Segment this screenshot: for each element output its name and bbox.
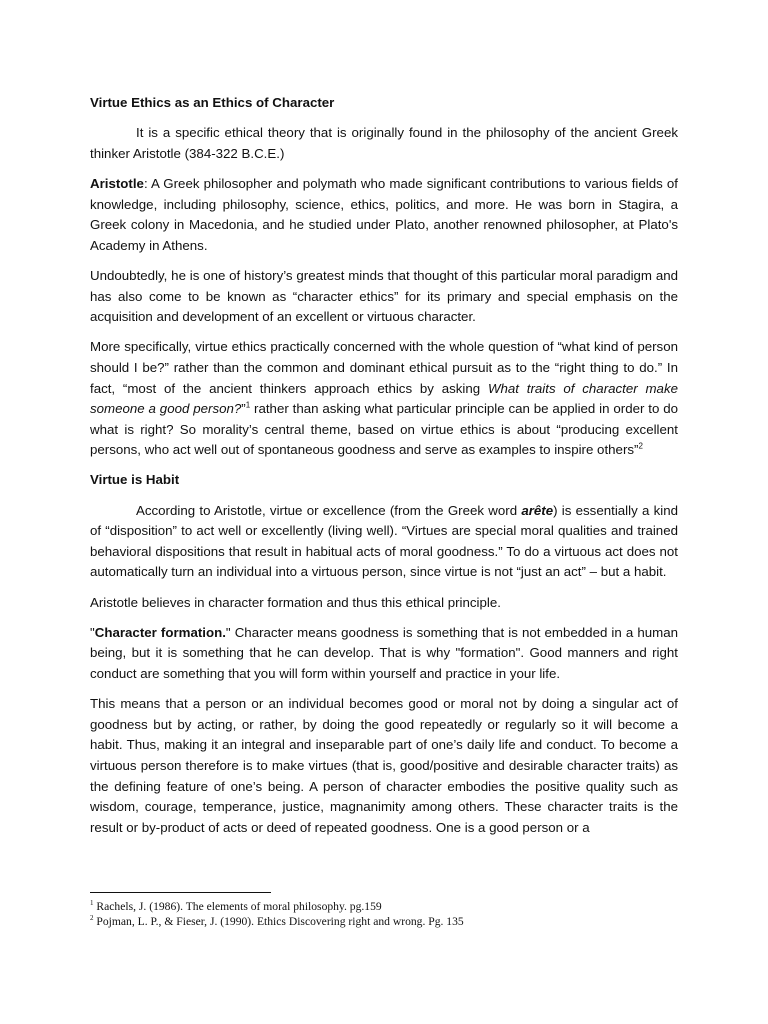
habit-text-2: ) is essentially a kind of “disposition” to act well or excellently (living well). “Virtues are special moral qualities and trained behavioral dispositions that result in habitual acts of moral goodness.” To do a virtuous act does not automatically turn an individual into a virtuous person, since virtue is not “just an act” – but a habit. — [90, 502, 678, 580]
means-paragraph: This means that a person or an individual becomes good or moral not by doing a singular act of goodness but by acting, or rather, by doing the good repeatedly or regularly so it will become a habit. Thus, making it an integral and inseparable part of one’s daily life and conduct. To become a virtuous person therefore is to make virtues (that is, good/positive and desirable character traits) as the defining feature of one’s being. A person of character embodies the positive quality such as wisdom, courage, temperance, justice, magnanimity among others. These character traits is the result or by-product of acts or deed of repeated goodness. One is a good person or a — [90, 696, 678, 835]
aristotle-term: Aristotle — [90, 175, 144, 191]
arete-term: arête — [521, 502, 554, 518]
section-heading-virtue-habit: Virtue is Habit — [90, 472, 180, 488]
footnote-1-number: 1 — [90, 899, 94, 908]
undoubtedly-paragraph: Undoubtedly, he is one of history’s greatest minds that thought of this particular moral paradigm and has also come to be known as “character ethics” for its primary and special emphasis on the acquisition and development of an excellent or virtuous character. — [90, 267, 678, 325]
specifically-text-1: More specifically, virtue ethics practically concerned with the whole question of “what kind of person should I be?” rather than the common and dominant ethical pursuit as to the “right thing to do.” In fact, “most of the ancient thinkers approach ethics by asking — [90, 339, 678, 396]
footnote-2-text: Pojman, L. P., & Fieser, J. (1990). Ethics Discovering right and wrong. Pg. 135 — [93, 915, 464, 928]
formation-paragraph — [90, 623, 678, 685]
specifically-italic-question: What traits of character make someone a good person? — [90, 380, 678, 417]
footnote-ref-1: 1 — [245, 400, 251, 410]
habit-paragraph — [90, 501, 678, 583]
habit-text-1: According to Aristotle, virtue or excellence (from the Greek word — [136, 502, 522, 518]
footnote-divider — [90, 892, 271, 893]
footnote-1-text: Rachels, J. (1986). The elements of moral philosophy. pg.159 — [93, 900, 382, 913]
footnote-2-number: 2 — [90, 914, 94, 923]
formation-text: " Character means goodness is something that is not embedded in a human being, but it is something that he can develop. That is why "formation". Good manners and right conduct are something that you will form within yourself and practice in your life. — [90, 624, 678, 681]
footnote-ref-2: 2 — [638, 441, 643, 451]
formation-quote-open: " — [90, 624, 95, 640]
aristotle-paragraph — [90, 174, 678, 256]
section-heading-virtue-ethics: Virtue Ethics as an Ethics of Character — [90, 95, 335, 110]
footnote-1 — [90, 899, 678, 914]
specifically-text-2: rather than asking what particular principle can be applied in order to do what is right? So morality’s central theme, based on virtue ethics is about “producing excellent persons, who act well out of spontaneous goodness and serve as examples to inspire others” — [90, 401, 678, 458]
intro-paragraph: It is a specific ethical theory that is originally found in the philosophy of the ancient Greek thinker Aristotle (384-322 B.C.E.) — [90, 125, 678, 161]
footnote-2 — [90, 914, 678, 929]
specifically-paragraph — [90, 337, 678, 461]
believes-paragraph: Aristotle believes in character formation and thus this ethical principle. — [90, 594, 501, 610]
footnotes — [90, 899, 678, 929]
character-formation-term: Character formation. — [94, 624, 226, 640]
specifically-quote-close: ” — [241, 401, 246, 417]
aristotle-definition: : A Greek philosopher and polymath who made significant contributions to various fields of knowledge, including philosophy, science, ethics, politics, and more. He was born in Stagira, a Greek colony in Macedonia, and he studied under Plato, another renowned philosopher, at Plato's Academy in Athens. — [90, 175, 678, 253]
document-body — [90, 93, 678, 848]
